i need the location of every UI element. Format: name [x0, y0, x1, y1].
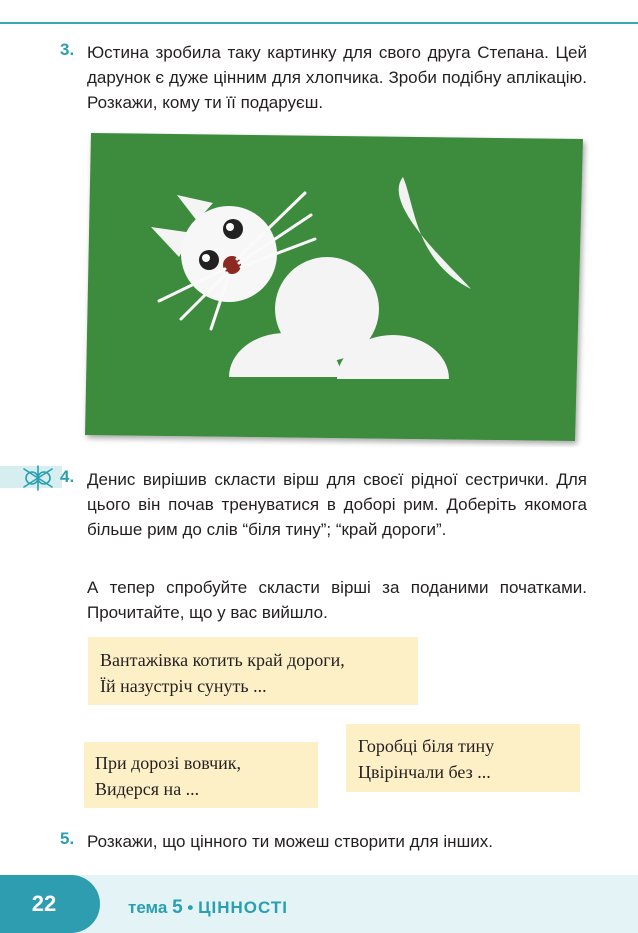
poem-line: Горобці біля тину	[358, 736, 495, 756]
task-3-number: 3.	[60, 40, 75, 59]
task-4-text: Денис вирішив скласти вірш для своєї рідної сестрички. Для цього він почав тренуватися в доборі рим. Доберіть якомога більше рим до слів “біля тину”; “край дороги”.	[87, 470, 587, 539]
poem-line: Їй назустріч сунуть ...	[100, 676, 267, 696]
poem-line: При дорозі вовчик,	[95, 753, 242, 773]
task-4-text-continued: А тепер спробуйте скласти вірші за поданими початками. Прочитайте, що у вас вийшло.	[87, 578, 587, 622]
poem-line: Видерся на ...	[95, 779, 200, 799]
top-rule	[0, 22, 638, 24]
cat-applique-photo	[79, 129, 589, 447]
poem-line: Вантажівка котить край дороги,	[100, 650, 345, 670]
footer-theme-label	[128, 897, 288, 919]
poem-line: Цвірінчали без ...	[358, 762, 491, 782]
theme-separator: •	[187, 898, 194, 917]
poem-card-1	[88, 637, 418, 705]
task-4-number: 4.	[60, 467, 75, 486]
theme-word: тема	[128, 898, 168, 917]
task-5-number: 5.	[60, 829, 75, 848]
poem-card-2	[84, 742, 318, 808]
theme-section: ЦІННОСТІ	[198, 898, 288, 917]
task-5-text: Розкажи, що цінного ти можеш створити для інших.	[87, 832, 493, 851]
task-3-text: Юстина зробила таку картинку для свого друга Степана. Цей дарунок є дуже цінним для хлопчика. Зроби подібну аплікацію. Розкажи, кому ти її подаруєш.	[87, 43, 587, 112]
theme-number: 5	[172, 897, 183, 918]
poem-card-3	[346, 724, 580, 792]
pair-work-icon	[16, 463, 62, 493]
page-number: 22	[31, 891, 57, 916]
